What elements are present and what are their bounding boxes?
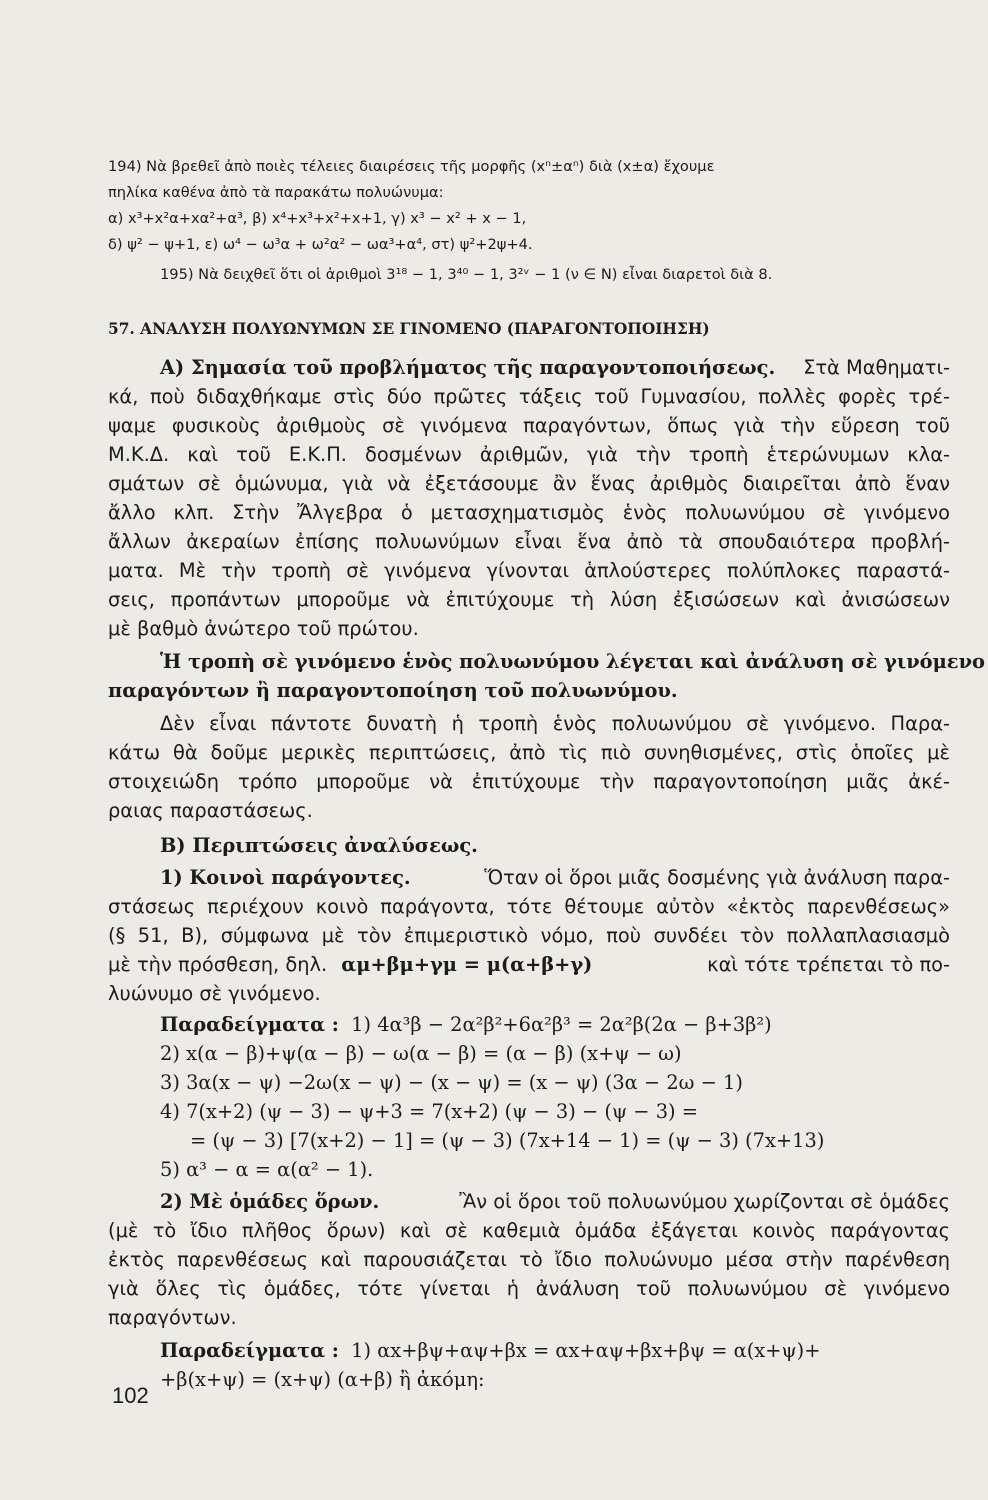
example-5: 5) α³ − α = α(α² − 1). [160, 1158, 374, 1181]
partA-line-7: ματα. Μὲ τὴν τροπὴ σὲ γινόμενα γίνονται ἁπλούστερες πολύπλοκες παραστά- [108, 559, 950, 582]
partA-line-5: ἄλλο κλπ. Στὴν Ἄλγεβρα ὁ μετασχηματισμὸς ἑνὸς πολυωνύμου σὲ γινόμενο [108, 501, 950, 524]
case2-first-line [160, 1190, 950, 1213]
partA-line-6: ἄλλων ἀκεραίων ἐπίσης πολυωνύμων εἶναι ἕνα ἀπὸ τὰ σπουδαιότερα προβλή- [108, 530, 950, 553]
case2-line-3: γιὰ ὅλες τὶς ὁμάδες, τότε γίνεται ἡ ἀνάλυση τοῦ πολυωνύμου σὲ γινόμενο [108, 1277, 950, 1300]
case1-label: 1) Κοινοὶ παράγοντες. [160, 866, 411, 889]
section-title: 57. ΑΝΑΛΥΣΗ ΠΟΛΥΩΝΥΜΩΝ ΣΕ ΓΙΝΟΜΕΝΟ (ΠΑΡΑΓΟΝΤΟΠΟΙΗΣΗ) [108, 320, 710, 338]
case1-tail: καὶ τότε τρέπεται τὸ πο- [707, 953, 950, 976]
page-number: 102 [112, 1383, 149, 1408]
examples1-row-1 [160, 1013, 772, 1036]
example-2: 2) x(α − β)+ψ(α − β) − ω(α − β) = (α − β) (x+ψ − ω) [160, 1042, 682, 1065]
partA2-line-1: κάτω θὰ δοῦμε μερικὲς περιπτώσεις, ἀπὸ τὶς πιὸ συνηθισμένες, στὶς ὁποῖες μὲ [108, 741, 950, 764]
case2-line-4: παραγόντων. [108, 1306, 237, 1329]
example2-1-cont: +β(x+ψ) = (x+ψ) (α+β) ἢ ἀκόμη: [160, 1368, 485, 1391]
example-3: 3) 3α(x − ψ) −2ω(x − ψ) − (x − ψ) = (x − ψ) (3α − 2ω − 1) [160, 1071, 743, 1094]
partA-line-1: κά, ποὺ διδαχθήκαμε στὶς δύο πρῶτες τάξεις τοῦ Γυμνασίου, πολλὲς φορὲς τρέ- [108, 385, 950, 408]
exercise-194-items-row2: δ) ψ² − ψ+1, ε) ω⁴ − ω³α + ω²α² − ωα³+α⁴, στ) ψ²+2ψ+4. [108, 236, 533, 253]
partA-first-line [160, 356, 950, 379]
example-1: 1) 4α³β − 2α²β²+6α²β³ = 2α²β(2α − β+3β²) [351, 1013, 772, 1036]
partA-line-2: ψαμε φυσικοὺς ἀριθμοὺς σὲ γινόμενα παραγόντων, ὅπως γιὰ τὴν εὕρεση τοῦ [108, 414, 950, 437]
partA-line-9: μὲ βαθμὸ ἀνώτερο τοῦ πρώτου. [108, 617, 419, 640]
case1-line-4: λυώνυμο σὲ γινόμενο. [108, 982, 321, 1005]
partA2-line-2: στοιχειώδη τρόπο μποροῦμε νὰ ἐπιτύχουμε τὴν παραγοντοποίηση μιᾶς ἀκέ- [108, 770, 950, 793]
case1-line-3-text: μὲ τὴν πρόσθεση, δηλ. [108, 953, 328, 976]
case1-formula: αμ+βμ+γμ = μ(α+β+γ) [341, 953, 593, 976]
case1-line-1: στάσεως περιέχουν κοινὸ παράγοντα, τότε θέτουμε αὐτὸν «ἐκτὸς παρενθέσεως» [108, 895, 950, 918]
case2-line-2: ἐκτὸς παρενθέσεως καὶ παρουσιάζεται τὸ ἴδιο πολυώνυμο μέσα στὴν παρένθεση [108, 1248, 950, 1271]
case2-label: 2) Μὲ ὁμάδες ὅρων. [160, 1190, 380, 1213]
partA-heading: Α) Σημασία τοῦ προβλήματος τῆς παραγοντοποιήσεως. [160, 356, 776, 379]
case1-first-line [160, 866, 950, 889]
example-4: 4) 7(x+2) (ψ − 3) − ψ+3 = 7(x+2) (ψ − 3) − (ψ − 3) = [160, 1100, 699, 1123]
examples-label: Παραδείγματα : [160, 1013, 339, 1036]
partA-line-8: σεις, προπάντων μποροῦμε νὰ ἐπιτύχουμε τὴ λύση ἐξισώσεων καὶ ἀνισώσεων [108, 588, 950, 611]
case1-line-2: (§ 51, Β), σύμφωνα μὲ τὸν ἐπιμεριστικὸ νόμο, ποὺ συνδέει τὸν πολλαπλασιασμὸ [108, 924, 950, 947]
exercise-194-line2: πηλίκα καθένα ἀπὸ τὰ παρακάτω πολυώνυμα: [108, 184, 444, 201]
definition-line2: παραγόντων ἢ παραγοντοποίηση τοῦ πολυωνύμου. [108, 679, 678, 702]
partA-line-4: σμάτων σὲ ὁμώνυμα, γιὰ νὰ ἐξετάσουμε ἂν ἕνας ἀριθμὸς διαιρεῖται ἀπὸ ἕναν [108, 472, 950, 495]
exercise-194-items-row1: α) x³+x²α+xα²+α³, β) x⁴+x³+x²+x+1, γ) x³ − x² + x − 1, [108, 210, 527, 227]
definition-line1: Ἡ τροπὴ σὲ γινόμενο ἑνὸς πολυωνύμου λέγεται καὶ ἀνάλυση σὲ γινόμενο [160, 650, 985, 673]
partA-line-0: Στὰ Μαθηματι- [803, 356, 950, 379]
example2-1: 1) αx+βψ+αψ+βx = αx+αψ+βx+βψ = α(x+ψ)+ [351, 1339, 821, 1362]
partA2-line-0: Δὲν εἶναι πάντοτε δυνατὴ ἡ τροπὴ ἑνὸς πολυωνύμου σὲ γινόμενο. Παρα- [160, 712, 950, 735]
partA2-line-3: ραιας παραστάσεως. [108, 799, 313, 822]
examples2-label: Παραδείγματα : [160, 1339, 339, 1362]
case2-line-1: (μὲ τὸ ἴδιο πλῆθος ὅρων) καὶ σὲ καθεμιὰ ὁμάδα ἐξάγεται κοινὸς παράγοντας [108, 1219, 950, 1242]
example-4-cont: = (ψ − 3) [7(x+2) − 1] = (ψ − 3) (7x+14 − 1) = (ψ − 3) (7x+13) [190, 1129, 825, 1152]
examples2-row-1 [160, 1339, 820, 1362]
exercise-195: 195) Νὰ δειχθεῖ ὅτι οἱ ἀριθμοὶ 3¹⁸ − 1, 3⁴⁰ − 1, 3²ᵛ − 1 (ν ∈ N) εἶναι διαρετοὶ διὰ 8. [160, 266, 773, 283]
case1-line-0: Ὅταν οἱ ὅροι μιᾶς δοσμένης γιὰ ἀνάλυση παρα- [484, 866, 950, 889]
partA-line-3: Μ.Κ.Δ. καὶ τοῦ Ε.Κ.Π. δοσμένων ἀριθμῶν, γιὰ τὴν τροπὴ ἑτερώνυμων κλα- [108, 443, 950, 466]
partB-heading: Β) Περιπτώσεις ἀναλύσεως. [160, 834, 478, 857]
case1-line-3 [108, 953, 950, 976]
exercise-194-line1: 194) Νὰ βρεθεῖ ἀπὸ ποιὲς τέλειες διαιρέσεις τῆς μορφῆς (xⁿ±αⁿ) διὰ (x±α) ἔχουμε [108, 158, 715, 175]
case2-line-0: Ἂν οἱ ὅροι τοῦ πολυωνύμου χωρίζονται σὲ ὁμάδες [459, 1190, 950, 1213]
